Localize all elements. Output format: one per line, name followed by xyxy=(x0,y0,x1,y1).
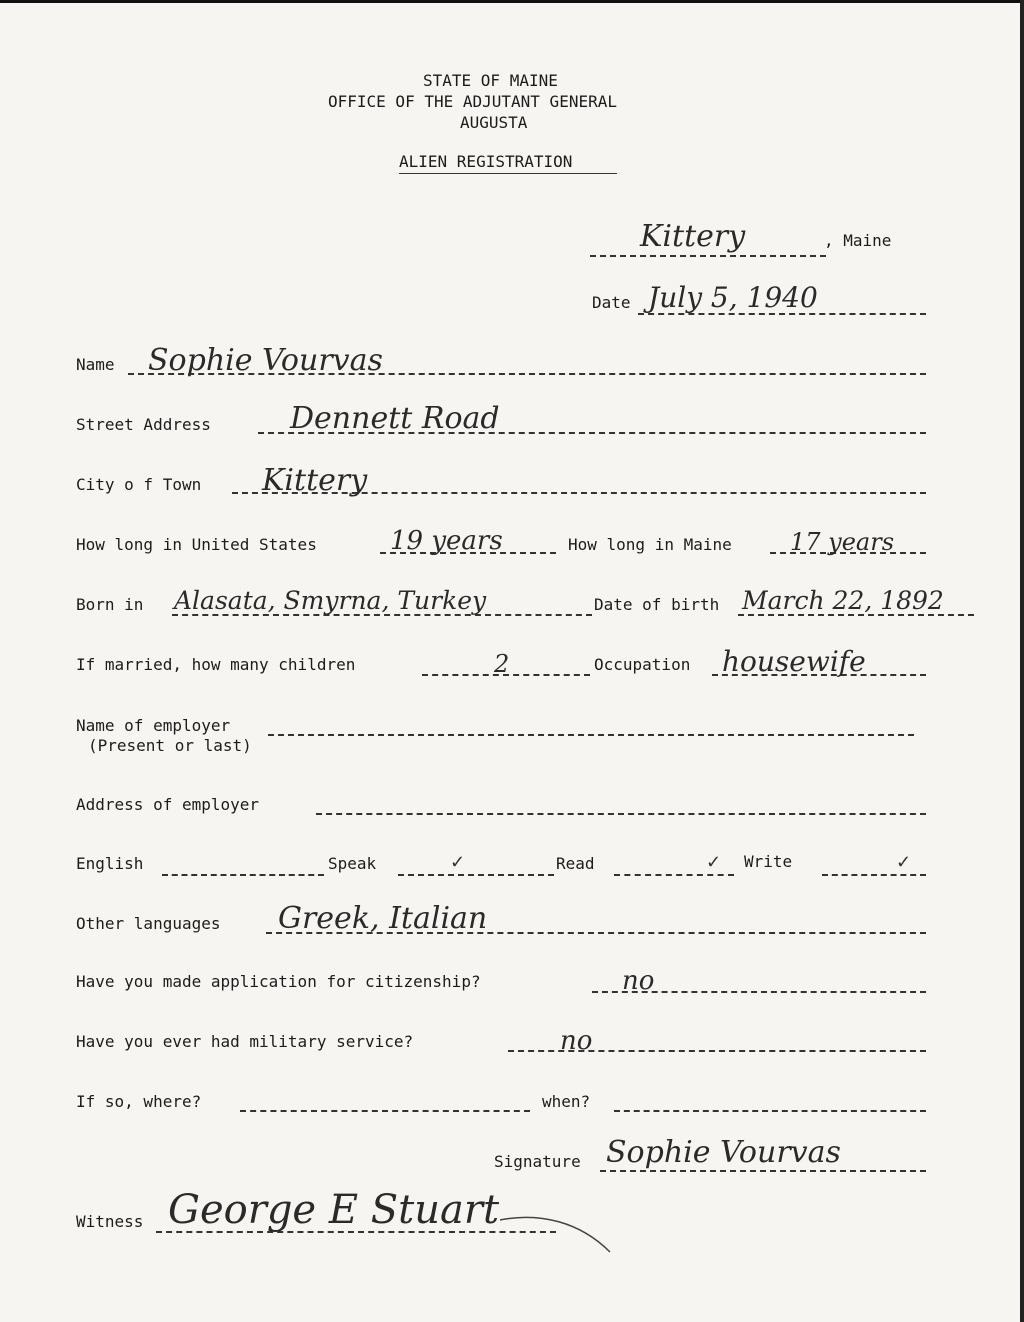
citizenship-value: no xyxy=(622,966,655,996)
town-line xyxy=(590,255,826,257)
occupation-label: Occupation xyxy=(594,655,691,674)
employer-sublabel: (Present or last) xyxy=(88,736,252,755)
employer-address-label: Address of employer xyxy=(76,795,260,814)
signature-line xyxy=(600,1170,926,1172)
occupation-value: housewife xyxy=(722,645,866,678)
read-check: ✓ xyxy=(706,852,722,873)
read-line xyxy=(614,874,734,876)
where-line xyxy=(240,1110,530,1112)
name-value: Sophie Vourvas xyxy=(148,343,383,378)
date-value: July 5, 1940 xyxy=(648,281,818,314)
signature-label: Signature xyxy=(494,1152,581,1171)
speak-check: ✓ xyxy=(450,852,466,873)
date-label: Date xyxy=(592,293,631,312)
write-check: ✓ xyxy=(896,852,912,873)
scan-edge-right xyxy=(1020,0,1024,1322)
form-title: ALIEN REGISTRATION xyxy=(399,152,573,171)
speak-label: Speak xyxy=(328,854,377,873)
city-value: Kittery xyxy=(262,463,368,498)
dob-label: Date of birth xyxy=(594,595,720,614)
other-languages-label: Other languages xyxy=(76,914,221,933)
born-value: Alasata, Smyrna, Turkey xyxy=(174,586,487,615)
scan-edge-top xyxy=(0,0,1024,3)
employer-address-line xyxy=(316,813,926,815)
employer-label: Name of employer xyxy=(76,716,231,735)
when-line xyxy=(614,1110,926,1112)
maine-label: , Maine xyxy=(824,231,892,250)
street-label: Street Address xyxy=(76,415,211,434)
us-years-label: How long in United States xyxy=(76,535,317,554)
name-label: Name xyxy=(76,355,115,374)
military-value: no xyxy=(560,1026,593,1056)
write-label: Write xyxy=(744,852,793,871)
maine-years-value: 17 years xyxy=(790,528,895,556)
children-label: If married, how many children xyxy=(76,655,356,674)
witness-flourish xyxy=(500,1212,620,1262)
speak-line xyxy=(398,874,554,876)
read-label: Read xyxy=(556,854,595,873)
street-value: Dennett Road xyxy=(290,401,500,436)
witness-label: Witness xyxy=(76,1212,144,1231)
city-label: City o f Town xyxy=(76,475,202,494)
us-years-value: 19 years xyxy=(390,526,503,556)
header-state: STATE OF MAINE xyxy=(423,71,558,90)
header-city: AUGUSTA xyxy=(460,113,528,132)
form-title-underline xyxy=(399,173,617,174)
town-value: Kittery xyxy=(640,219,746,254)
children-value: 2 xyxy=(494,650,510,678)
witness-value: George E Stuart xyxy=(168,1187,500,1233)
citizenship-label: Have you made application for citizenship? xyxy=(76,972,481,991)
other-languages-value: Greek, Italian xyxy=(278,901,488,936)
where-label: If so, where? xyxy=(76,1092,202,1111)
english-label: English xyxy=(76,854,144,873)
maine-years-label: How long in Maine xyxy=(568,535,732,554)
write-line xyxy=(822,874,926,876)
employer-line xyxy=(268,734,914,736)
dob-value: March 22, 1892 xyxy=(742,586,944,615)
header-office: OFFICE OF THE ADJUTANT GENERAL xyxy=(328,92,617,111)
born-label: Born in xyxy=(76,595,144,614)
when-label: when? xyxy=(542,1092,591,1111)
english-line xyxy=(162,874,324,876)
signature-value: Sophie Vourvas xyxy=(606,1135,841,1170)
military-label: Have you ever had military service? xyxy=(76,1032,414,1051)
